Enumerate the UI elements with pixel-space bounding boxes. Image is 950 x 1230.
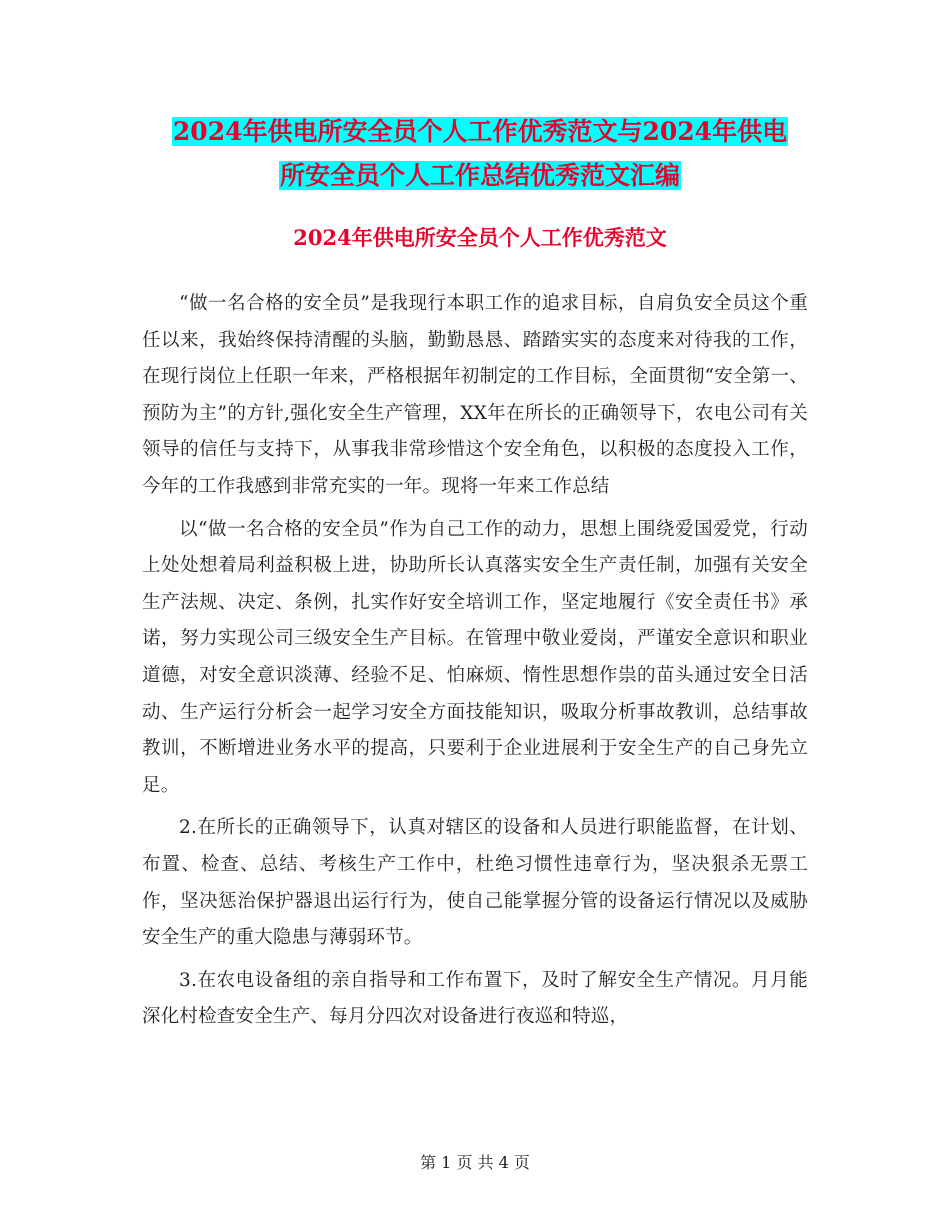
document-body xyxy=(142,286,808,1042)
section-title: 2024年供电所安全员个人工作优秀范文 xyxy=(293,225,667,250)
document-title-line-2: 所安全员个人工作总结优秀范文汇编 xyxy=(279,161,680,190)
paragraph-4: 3.在农电设备组的亲自指导和工作布置下，及时了解安全生产情况。月月能深化村检查安全生产、每月分四次对设备进行夜巡和特巡， xyxy=(142,969,808,1028)
document-title-line-1: 2024年供电所安全员个人工作优秀范文与2024年供电 xyxy=(172,117,788,146)
document-title xyxy=(140,110,820,198)
page-footer: 第 1 页 共 4 页 xyxy=(420,1153,530,1172)
paragraph-1: “做一名合格的安全员”是我现行本职工作的追求目标，自肩负安全员这个重任以来，我始终保持清醒的头脑，勤勤恳恳、踏踏实实的态度来对待我的工作，在现行岗位上任职一年来，严格根据年初制定的工作目标，全面贯彻“安全第一、预防为主”的方针,强化安全生产管理，XX年在所长的正确领导下，农电公司有关领导的信任与支持下，从事我非常珍惜这个安全角色，以积极的态度投入工作，今年的工作我感到非常充实的一年。现将一年来工作总结 xyxy=(142,293,808,497)
paragraph-3: 2.在所长的正确领导下，认真对辖区的设备和人员进行职能监督，在计划、布置、检查、总结、考核生产工作中，杜绝习惯性违章行为，坚决狠杀无票工作，坚决惩治保护器退出运行行为，使自己能掌握分管的设备运行情况以及威胁安全生产的重大隐患与薄弱环节。 xyxy=(142,817,808,949)
paragraph-2: 以“做一名合格的安全员”作为自己工作的动力，思想上围绕爱国爱党，行动上处处想着局利益积极上进，协助所长认真落实安全生产责任制，加强有关安全生产法规、决定、条例，扎实作好安全培训工作，坚定地履行《安全责任书》承诺，努力实现公司三级安全生产目标。在管理中敬业爱岗，严谨安全意识和职业道德，对安全意识淡薄、经验不足、怕麻烦、惰性思想作祟的苗头通过安全日活动、生产运行分析会一起学习安全方面技能知识，吸取分析事故教训，总结事故教训，不断增进业务水平的提高，只要利于企业进展利于安全生产的自己身先立足。 xyxy=(142,518,808,796)
